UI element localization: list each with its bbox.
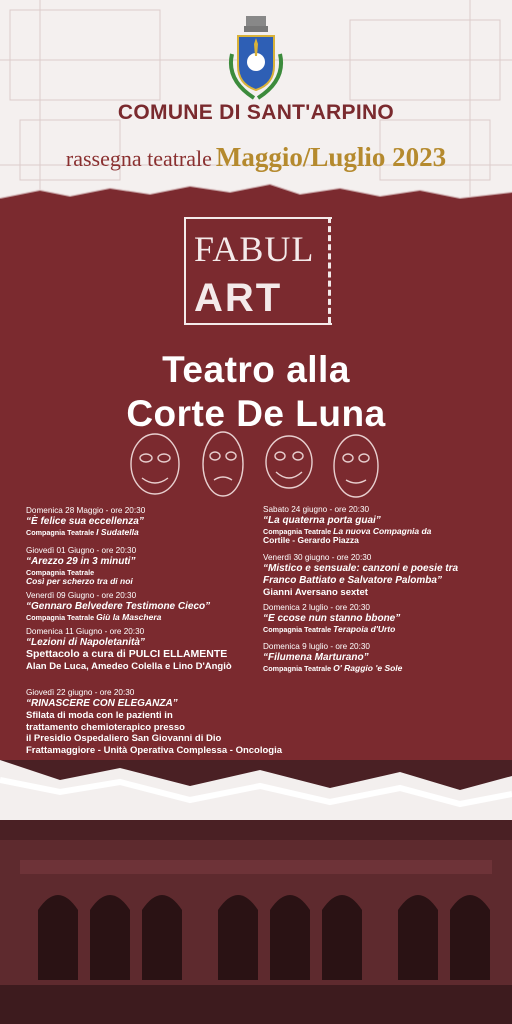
event-line: trattamento chemioterapico presso bbox=[26, 721, 185, 733]
event-date: Venerdì 09 Giugno - ore 20:30 bbox=[26, 591, 137, 600]
event-title: “La quaterna porta guai” bbox=[263, 515, 381, 526]
venue-title bbox=[0, 348, 512, 436]
event-left-3 bbox=[26, 591, 210, 622]
event-company-name: Così per scherzo tra di noi bbox=[26, 576, 133, 586]
venue-line-1: Teatro alla bbox=[162, 349, 350, 390]
event-company-2: Cortile - Gerardo Piazza bbox=[263, 535, 359, 545]
event-left-1 bbox=[26, 506, 145, 537]
event-date: Domenica 2 luglio - ore 20:30 bbox=[263, 603, 370, 612]
event-title: “Lezioni di Napoletanità” bbox=[26, 637, 145, 648]
event-title-2: Franco Battiato e Salvatore Palomba” bbox=[263, 575, 442, 586]
event-right-1 bbox=[263, 505, 431, 545]
theatre-masks-illustration bbox=[122, 428, 392, 500]
event-line: Gianni Aversano sextet bbox=[263, 587, 368, 598]
event-line: Spettacolo a cura di PULCI ELLAMENTE bbox=[26, 648, 228, 660]
event-title: “Filumena Marturano” bbox=[263, 652, 369, 663]
event-title: “È felice sua eccellenza” bbox=[26, 516, 144, 527]
mask-icon-3 bbox=[266, 436, 312, 488]
event-date: Venerdì 30 giugno - ore 20:30 bbox=[263, 553, 372, 562]
event-date: Domenica 28 Maggio - ore 20:30 bbox=[26, 506, 146, 515]
event-right-4 bbox=[263, 642, 402, 673]
fabulart-logo-divider bbox=[325, 217, 331, 323]
event-date: Sabato 24 giugno - ore 20:30 bbox=[263, 505, 370, 514]
event-date: Giovedì 01 Giugno - ore 20:30 bbox=[26, 546, 137, 555]
event-company-prefix: Compagnia Teatrale bbox=[26, 568, 95, 577]
event-company: Compagnia Teatrale O' Raggio 'e Sole bbox=[263, 663, 403, 673]
season-prefix: rassegna teatrale bbox=[65, 146, 212, 171]
courtyard-photo bbox=[0, 760, 512, 1024]
event-title: “Gennaro Belvedere Testimone Cieco” bbox=[26, 601, 211, 612]
event-left-4 bbox=[26, 627, 232, 672]
event-company: Compagnia Teatrale Terapoia d'Urto bbox=[263, 624, 396, 634]
event-line: Sfilata di moda con le pazienti in bbox=[26, 710, 173, 721]
mask-icon-1 bbox=[131, 434, 179, 494]
event-left-2 bbox=[26, 546, 136, 586]
event-date: Domenica 11 Giugno - ore 20:30 bbox=[26, 627, 145, 636]
event-title: “E ccose nun stanno bbone” bbox=[263, 613, 401, 624]
logo-line-2: ART bbox=[194, 276, 283, 320]
event-right-3 bbox=[263, 603, 400, 634]
event-left-5 bbox=[26, 688, 282, 756]
event-title: “Mistico e sensuale: canzoni e poesie tra bbox=[263, 563, 459, 574]
logo-line-1: FABUL bbox=[194, 229, 315, 269]
event-company: Compagnia Teatrale I Sudatella bbox=[26, 527, 139, 537]
event-right-2 bbox=[263, 553, 458, 599]
venue-line-2: Corte De Luna bbox=[126, 393, 386, 434]
event-date: Domenica 9 luglio - ore 20:30 bbox=[263, 642, 370, 651]
event-line: il Presidio Ospedaliero San Giovanni di Dio bbox=[26, 733, 222, 744]
municipal-crest-icon bbox=[224, 14, 288, 102]
event-company: Compagnia Teatrale Giù la Maschera bbox=[26, 612, 162, 622]
event-title: “RINASCERE CON ELEGANZA” bbox=[26, 698, 178, 709]
mask-icon-2 bbox=[203, 432, 243, 496]
event-date: Giovedì 22 giugno - ore 20:30 bbox=[26, 688, 135, 697]
event-company: Compagnia Teatrale La nuova Compagnia da bbox=[263, 526, 432, 536]
event-title: “Arezzo 29 in 3 minuti” bbox=[26, 556, 136, 567]
mask-icon-4 bbox=[334, 435, 378, 497]
season-dates: Maggio/Luglio 2023 bbox=[215, 142, 447, 172]
event-line: Frattamaggiore - Unità Operativa Complessa - Oncologia bbox=[26, 744, 283, 756]
municipality-name: COMUNE DI SANT'ARPINO bbox=[117, 101, 395, 124]
season-title bbox=[0, 142, 512, 173]
event-line: Alan De Luca, Amedeo Colella e Lino D'Angiò bbox=[26, 660, 232, 672]
